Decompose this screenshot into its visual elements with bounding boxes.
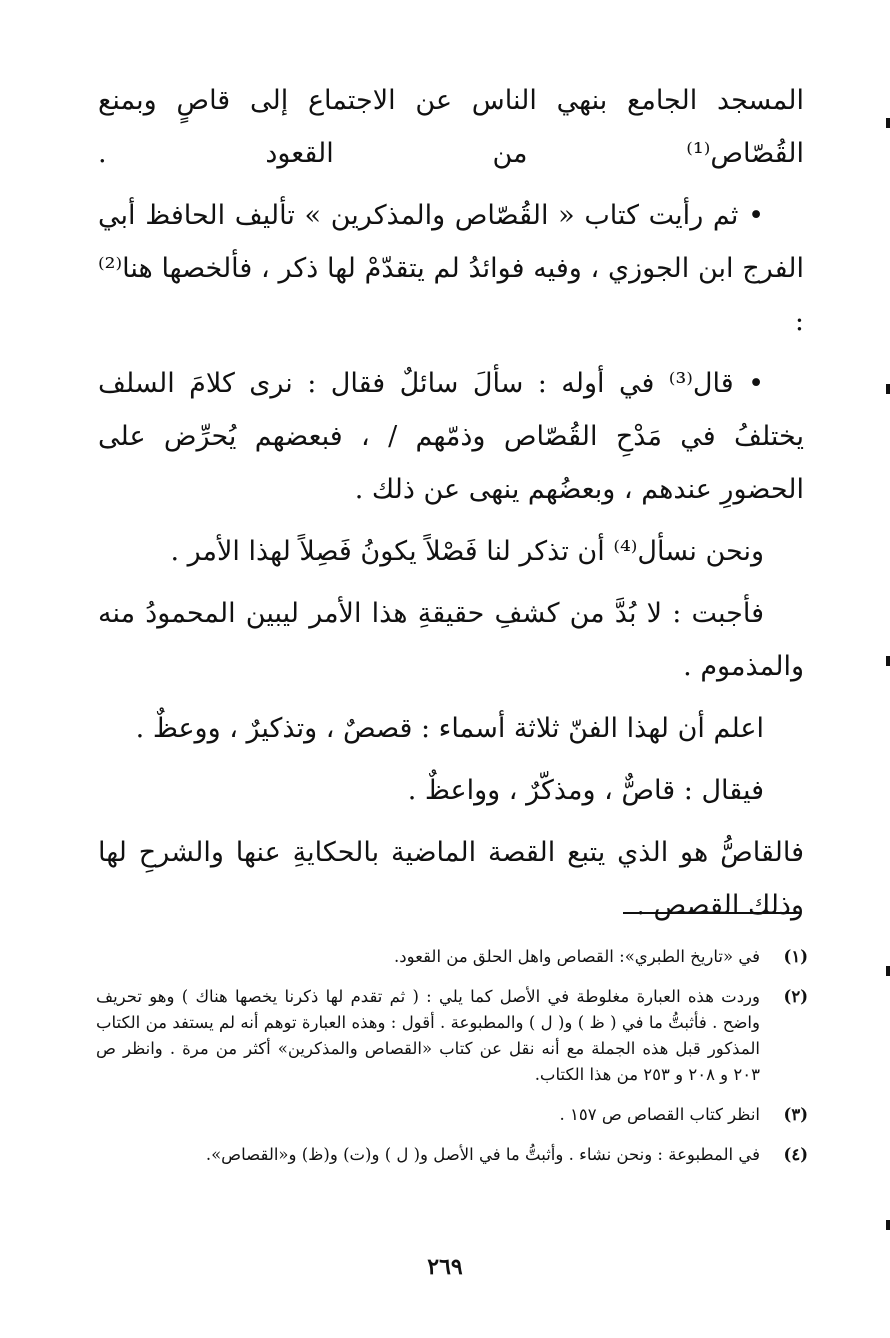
footnote-number: (٢) [783,987,808,1006]
main-text [98,74,804,941]
paragraph-2: • ثم رأيت كتاب « القُصّاص والمذكرين » تأليف الحافظ أبي الفرج ابن الجوزي ، وفيه فوائدُ لم يتقدّمْ لها ذكر ، فألخصها هنا⁽²⁾ : [98,200,804,337]
footnote-text: في «تاريخ الطبري»: القصاص واهل الحلق من القعود. [394,947,760,966]
footnote-3 [96,1102,808,1128]
margin-mark [886,966,890,976]
footnote-text: وردت هذه العبارة مغلوطة في الأصل كما يلي : ( ثم تقدم لها ذكرنا يخصها هناك ) وهو تحريف واضح . فأثبتُّ ما في ( ظ ) و( ل ) والمطبوعة . أقول : وهذه العبارة توهم أنه لم يستفد من الكتاب المذكور قبل هذه الجملة مع أنه نقل عن كتاب «القصاص والمذكرين» أكثر من مرة . وانظر ص ٢٠٣ و ٢٠٨ و ٢٥٣ من هذا الكتاب. [96,987,760,1084]
footnotes [96,944,808,1182]
footnote-text: انظر كتاب القصاص ص ١٥٧ . [559,1105,760,1124]
margin-mark [886,656,890,666]
page-number: ٢٦٩ [427,1254,463,1280]
paragraph-1: المسجد الجامع بنهي الناس عن الاجتماع إلى قاصٍ وبمنع القُصّاص⁽¹⁾ من القعود . [98,85,804,169]
footnote-4 [96,1142,808,1168]
margin-mark [886,1220,890,1230]
paragraph-5: فأجبت : لا بُدَّ من كشفِ حقيقةِ هذا الأمر ليبين المحمودُ منه والمذموم . [98,598,804,682]
paragraph-3: • قال⁽³⁾ في أوله : سألَ سائلٌ فقال : نرى كلامَ السلف يختلفُ في مَدْحِ القُصّاص وذمّهم / ، فبعضهم يُحرِّض على الحضورِ عندهم ، وبعضُهم ينهى عن ذلك . [98,368,804,505]
margin-mark [886,384,890,394]
paragraph-6: اعلم أن لهذا الفنّ ثلاثة أسماء : قصصٌ ، وتذكيرٌ ، ووعظٌ . [135,713,764,744]
margin-mark [886,118,890,128]
footnote-2 [96,984,808,1088]
paragraph-7: فيقال : قاصٌّ ، ومذكّرٌ ، وواعظٌ . [407,775,764,806]
footnote-text: في المطبوعة : ونحن نشاء . وأثبتُّ ما في الأصل و( ل ) و(ت) و(ظ) و«القصاص». [205,1145,760,1164]
footnote-number: (١) [783,947,808,966]
paragraph-8: فالقاصُّ هو الذي يتبع القصة الماضية بالحكايةِ عنها والشرحِ لها وذلك القصص . [98,837,804,921]
footnote-1 [96,944,808,970]
footnote-separator [623,912,797,914]
footnote-number: (٣) [783,1105,808,1124]
paragraph-4: ونحن نسأل⁽⁴⁾ أن تذكر لنا فَصْلاً يكونُ فَصِلاً لهذا الأمر . [170,536,764,567]
footnote-number: (٤) [783,1145,808,1164]
